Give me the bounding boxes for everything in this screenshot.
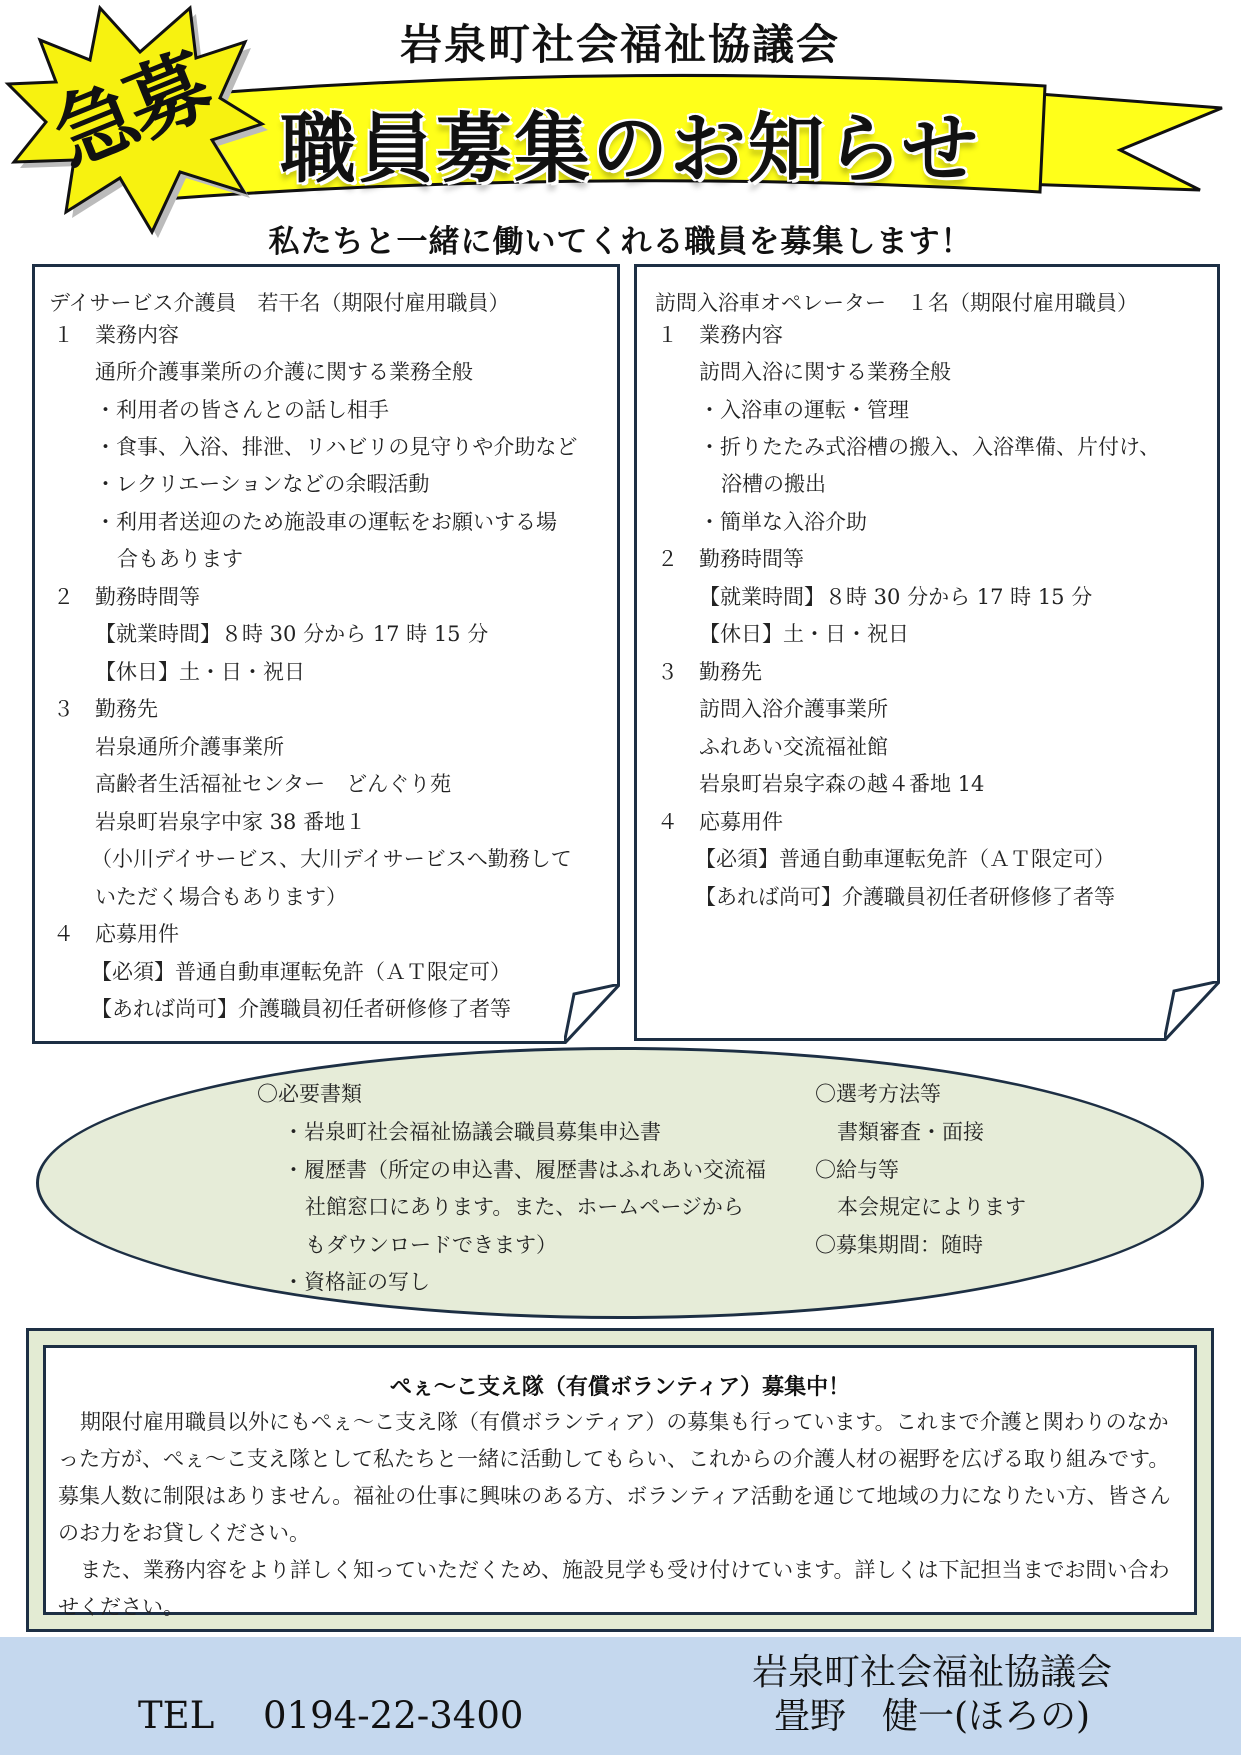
job-line: 岩泉通所介護事業所 bbox=[95, 735, 284, 759]
job-line: 【あれば尚可】介護職員初任者研修修了者等 bbox=[695, 885, 1115, 909]
requirements-line: ・岩泉町社会福祉協議会職員募集申込書 bbox=[283, 1120, 661, 1144]
contact-footer bbox=[0, 1637, 1241, 1755]
job-title: デイサービス介護員 若干名（期限付雇用職員） bbox=[49, 291, 510, 315]
job-line: 【休日】土・日・祝日 bbox=[95, 660, 305, 684]
volunteer-text bbox=[58, 1404, 1182, 1626]
contact-person: 畳野 健一(ほろの) bbox=[773, 1696, 1091, 1737]
requirements-line: もダウンロードできます） bbox=[305, 1233, 557, 1257]
job-line: 岩泉町岩泉字森の越４番地 14 bbox=[699, 772, 985, 796]
job-line: ・利用者の皆さんとの話し相手 bbox=[95, 398, 389, 422]
phone-number: TEL 0194-22-3400 bbox=[138, 1694, 524, 1737]
requirements-line: 書類審査・面接 bbox=[837, 1120, 984, 1144]
requirements-line: 〇必要書類 bbox=[257, 1082, 362, 1106]
organization-header: 岩泉町社会福祉協議会 bbox=[399, 20, 840, 69]
job-line: ３ 勤務先 bbox=[657, 660, 762, 684]
requirements-line: ・資格証の写し bbox=[283, 1270, 430, 1294]
job-line: ・利用者送迎のため施設車の運転をお願いする場 bbox=[95, 510, 557, 534]
job-line: ３ 勤務先 bbox=[53, 697, 158, 721]
volunteer-paragraph: また、業務内容をより詳しく知っていただくため、施設見学も受け付けています。詳しくは下記担当までお問い合わせください。 bbox=[58, 1558, 1170, 1619]
job-card-bath-operator bbox=[634, 264, 1220, 1041]
requirements-line: 〇選考方法等 bbox=[815, 1082, 941, 1106]
job-line: いただく場合もあります） bbox=[95, 885, 347, 909]
contact-organization bbox=[742, 1651, 1122, 1739]
job-line: ４ 応募用件 bbox=[53, 922, 179, 946]
page-subtitle: 私たちと一緒に働いてくれる職員を募集します！ bbox=[268, 224, 973, 260]
requirements-line: 〇給与等 bbox=[815, 1158, 899, 1182]
job-line: ・簡単な入浴介助 bbox=[699, 510, 867, 534]
job-line: ４ 応募用件 bbox=[657, 810, 783, 834]
volunteer-paragraph: 期限付雇用職員以外にもぺぇ～こ支え隊（有償ボランティア）の募集も行っています。これまで介護と関わりのなかった方が、ぺぇ～こ支え隊として私たちと一緒に活動してもらい、これからの介護人材の裾野を広げる取り組みです。募集人数に制限はありません。福祉の仕事に興味のある方、ボランティア活動を通じて地域の力になりたい方、皆さんのお力をお貸しください。 bbox=[58, 1410, 1171, 1545]
job-line: 【必須】普通自動車運転免許（ＡＴ限定可） bbox=[91, 960, 511, 984]
job-line: 高齢者生活福祉センター どんぐり苑 bbox=[95, 772, 452, 796]
job-title: 訪問入浴車オペレーター １名（期限付雇用職員） bbox=[655, 291, 1138, 315]
requirements-line: ・履歴書（所定の申込書、履歴書はふれあい交流福 bbox=[283, 1158, 766, 1182]
job-line: ・入浴車の運転・管理 bbox=[699, 398, 909, 422]
job-line: 合もあります bbox=[117, 547, 243, 571]
job-line: ２ 勤務時間等 bbox=[657, 547, 804, 571]
job-line: 【休日】土・日・祝日 bbox=[699, 622, 909, 646]
job-line: 【就業時間】８時 30 分から 17 時 15 分 bbox=[95, 622, 489, 646]
urgent-burst-text: 急募 bbox=[40, 38, 221, 185]
requirements-line: 本会規定によります bbox=[837, 1195, 1026, 1219]
requirements-line: 社館窓口にあります。また、ホームページから bbox=[305, 1195, 744, 1219]
footer-organization: 岩泉町社会福祉協議会 bbox=[751, 1652, 1112, 1693]
job-line: 岩泉町岩泉字中家 38 番地１ bbox=[95, 810, 367, 834]
page-curl-corner bbox=[1164, 981, 1220, 1041]
job-line: 訪問入浴に関する業務全般 bbox=[699, 360, 951, 384]
job-line: ふれあい交流福祉館 bbox=[699, 735, 888, 759]
job-line: ・レクリエーションなどの余暇活動 bbox=[95, 472, 430, 496]
job-line: 浴槽の搬出 bbox=[721, 472, 826, 496]
requirements-line: 〇募集期間：随時 bbox=[815, 1233, 983, 1257]
job-line: １ 業務内容 bbox=[657, 323, 783, 347]
page-curl-corner bbox=[564, 984, 620, 1044]
job-line: 【あれば尚可】介護職員初任者研修修了者等 bbox=[91, 997, 511, 1021]
job-line: ・折りたたみ式浴槽の搬入、入浴準備、片付け、 bbox=[699, 435, 1161, 459]
page-title: 職員募集のお知らせ bbox=[280, 104, 980, 193]
job-line: 【就業時間】８時 30 分から 17 時 15 分 bbox=[699, 585, 1093, 609]
job-line: ２ 勤務時間等 bbox=[53, 585, 200, 609]
volunteer-inner bbox=[43, 1345, 1197, 1619]
job-line: ・食事、入浴、排泄、リハビリの見守りや介助など bbox=[95, 435, 578, 459]
requirements-panel bbox=[36, 1047, 1204, 1319]
job-line: （小川デイサービス、大川デイサービスへ勤務して bbox=[91, 847, 572, 871]
job-line: 通所介護事業所の介護に関する業務全般 bbox=[95, 360, 473, 384]
job-line: 訪問入浴介護事業所 bbox=[699, 697, 888, 721]
volunteer-panel bbox=[26, 1328, 1214, 1632]
volunteer-title: ぺぇ～こ支え隊（有償ボランティア）募集中！ bbox=[389, 1375, 851, 1400]
job-line: 【必須】普通自動車運転免許（ＡＴ限定可） bbox=[695, 847, 1115, 871]
job-card-day-service bbox=[32, 264, 620, 1044]
job-line: １ 業務内容 bbox=[53, 323, 179, 347]
